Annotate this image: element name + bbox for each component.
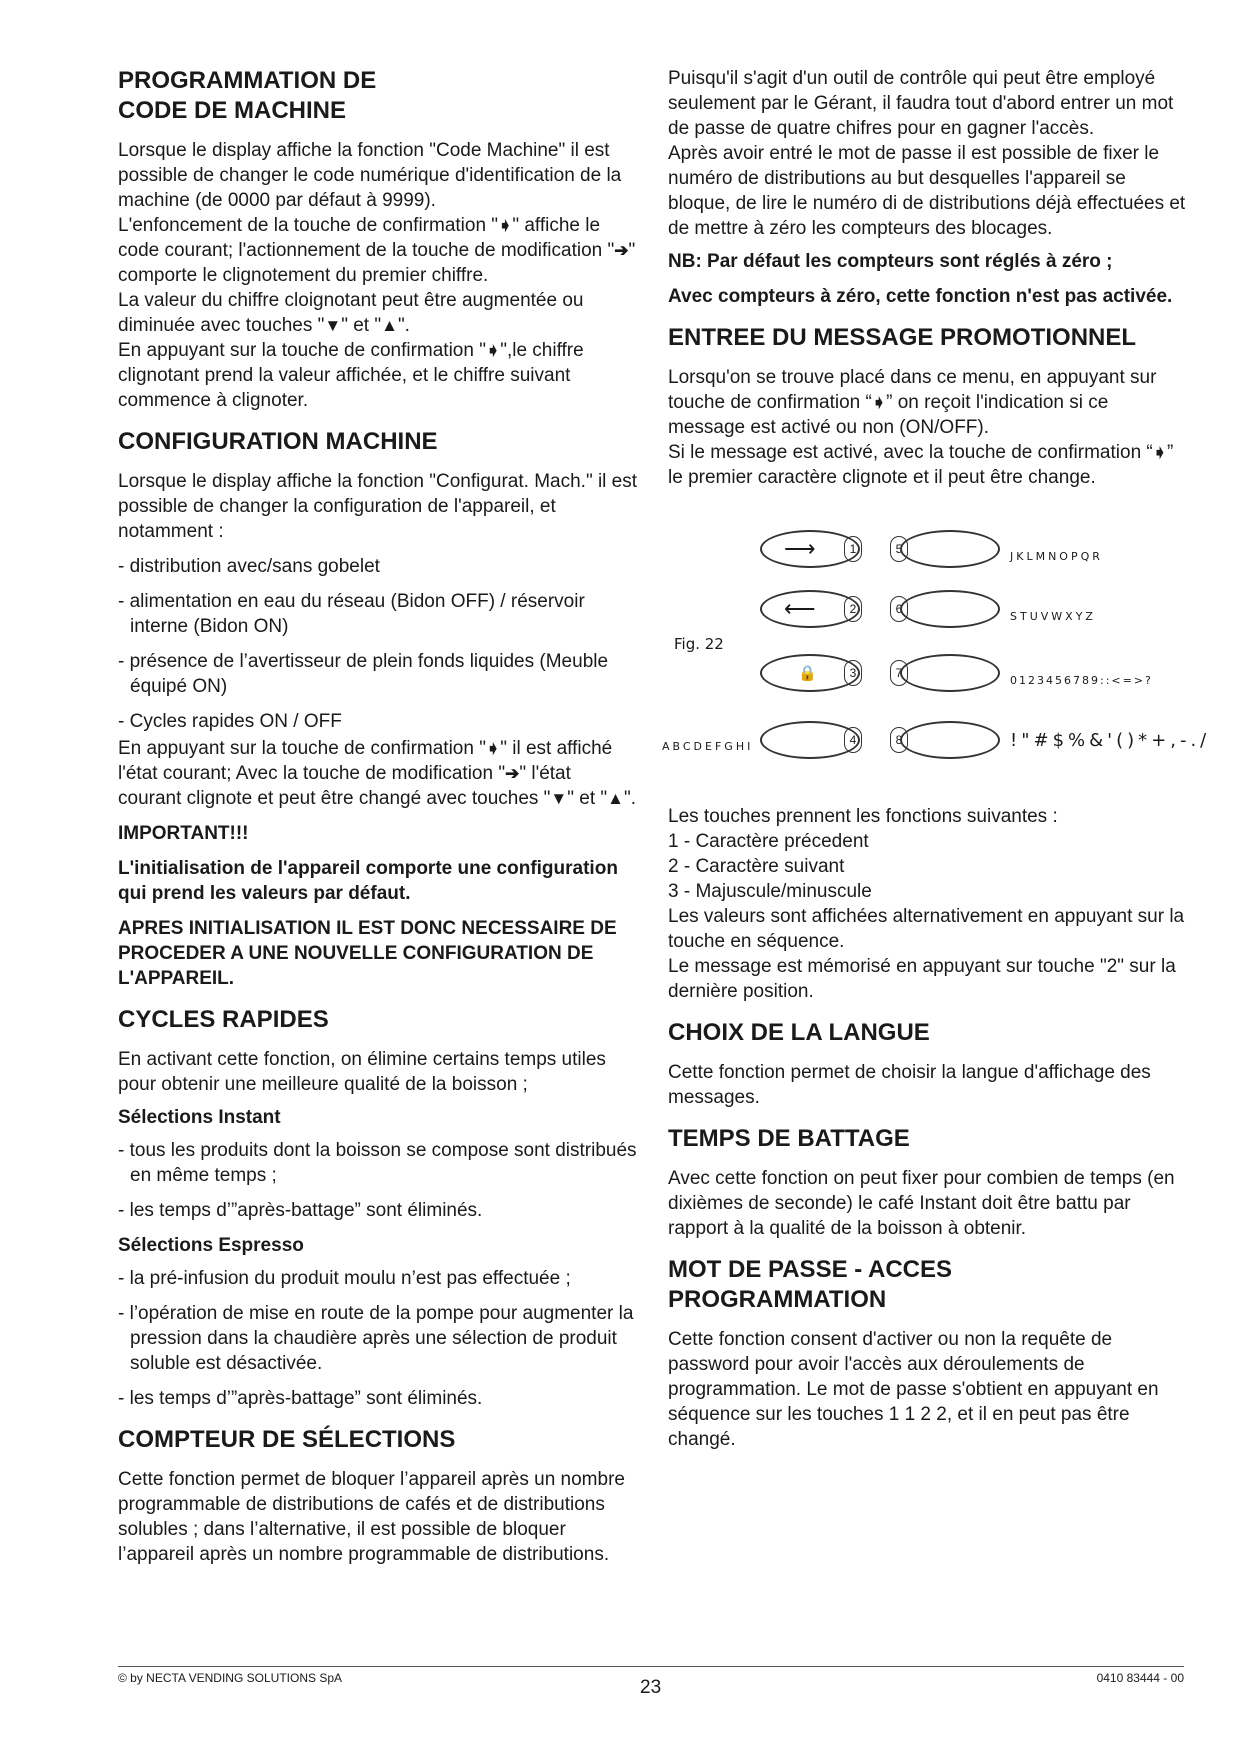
confirm-icon: ➧ xyxy=(871,393,887,412)
section-title: ENTREE DU MESSAGE PROMOTIONNEL xyxy=(668,324,1137,351)
bold-note: APRES INITIALISATION IL EST DONC NECESSAIRE DE PROCEDER A UNE NOUVELLE CONFIGURATION DE L'APPAREIL. xyxy=(118,918,617,989)
paragraph: Le message est mémorisé en appuyant sur touche "2" sur la dernière position. xyxy=(668,956,1176,1002)
key-5 xyxy=(900,530,1000,568)
confirm-icon: ➧ xyxy=(1152,443,1167,462)
section-compteur-selections xyxy=(118,1425,638,1567)
paragraph: L'enfoncement de la touche de confirmation "➧" affiche le code courant; l'actionnement de la touche de modification "➔" comporte le clignotement du premier chiffre. xyxy=(118,215,636,286)
modify-icon: ➔ xyxy=(614,241,629,260)
up-icon: ▲ xyxy=(607,789,624,808)
key-7-chars: 0123456789::<=>? xyxy=(1010,674,1153,687)
paragraph: En appuyant sur la touche de confirmation "➧",le chiffre clignotant prend la valeur affichée, et le chiffre suivant commence à clignoter. xyxy=(118,340,584,411)
key-8 xyxy=(900,721,1000,759)
section-compteur-continued xyxy=(668,66,1188,309)
paragraph: Lorsque le display affiche la fonction "Code Machine" il est possible de changer le code numérique d'identification de la machine (de 0000 par défaut à 9999). xyxy=(118,140,622,211)
paragraph: En appuyant sur la touche de confirmation "➧" il est affiché l'état courant; Avec la touche de modification "➔" l'état courant clignote et peut être changé avec touches "▼" et "▲". xyxy=(118,738,637,809)
section-title: CYCLES RAPIDES xyxy=(118,1006,329,1033)
copyright: © by NECTA VENDING SOLUTIONS SpA xyxy=(118,1671,343,1685)
paragraph: Avec cette fonction on peut fixer pour combien de temps (en dixièmes de seconde) le café Instant doit être battu par rapport à la qualité de la boisson à obtenir. xyxy=(668,1168,1175,1239)
right-column xyxy=(662,66,1211,1466)
important-label: IMPORTANT!!! xyxy=(118,823,249,844)
down-icon: ▼ xyxy=(550,789,568,808)
left-arrow-icon: ⟵ xyxy=(784,596,816,621)
page-number: 23 xyxy=(640,1677,662,1698)
key-number: 4 xyxy=(844,727,862,753)
section-title: PROGRAMMATION DE CODE DE MACHINE xyxy=(118,67,377,124)
section-title: MOT DE PASSE - ACCES PROGRAMMATION xyxy=(668,1256,953,1313)
list-item: - les temps d’”après-battage” sont éliminés. xyxy=(118,1388,483,1409)
keypad-figure xyxy=(662,496,1211,796)
key-number: 8 xyxy=(890,727,908,753)
key-number: 5 xyxy=(890,536,908,562)
paragraph: Les touches prennent les fonctions suivantes : xyxy=(668,806,1058,827)
section-mot-de-passe xyxy=(668,1255,1188,1452)
key-4-chars: ABCDEFGHI xyxy=(662,740,754,753)
list-item: 3 - Majuscule/minuscule xyxy=(668,881,872,902)
bold-note: Avec compteurs à zéro, cette fonction n'est pas activée. xyxy=(668,286,1173,307)
lock-icon: 🔒 xyxy=(798,665,817,682)
section-title: CONFIGURATION MACHINE xyxy=(118,428,438,455)
paragraph: Lorsque le display affiche la fonction "Configurat. Mach." il est possible de changer la configuration de l'appareil, et notamment : xyxy=(118,471,638,542)
section-configuration-machine xyxy=(118,427,638,991)
paragraph: Cette fonction permet de choisir la langue d'affichage des messages. xyxy=(668,1062,1151,1108)
section-cycles-rapides xyxy=(118,1005,638,1411)
list-item: - la pré-infusion du produit moulu n’est pas effectuée ; xyxy=(118,1268,571,1289)
section-title: CHOIX DE LA LANGUE xyxy=(668,1019,930,1046)
down-icon: ▼ xyxy=(324,316,342,335)
key-8-chars: !"#$%&'()*+,-./ xyxy=(1010,730,1211,751)
paragraph: Après avoir entré le mot de passe il est possible de fixer le numéro de distributions au but desquelles l'appareil se bloque, de lire le numéro di de distributions déjà effectuées et de mettre à zéro les compteurs des blocages. xyxy=(668,143,1186,239)
paragraph: Lorsqu'on se trouve placé dans ce menu, en appuyant sur touche de confirmation “➧” on reçoit l'indication si ce message est activé ou non (ON/OFF). xyxy=(668,367,1157,438)
key-number: 1 xyxy=(844,536,862,562)
confirm-icon: ➧ xyxy=(485,739,501,758)
figure-label: Fig. 22 xyxy=(674,635,724,653)
list-item: 1 - Caractère précedent xyxy=(668,831,869,852)
list-item: - présence de l’avertisseur de plein fonds liquides (Meuble équipé ON) xyxy=(118,651,609,697)
paragraph: Cette fonction permet de bloquer l’appareil après un nombre programmable de distributions de cafés et de distributions solubles ; dans l’alternative, il est possible de bloquer l’appareil après un nombre programmable de distributions. xyxy=(118,1469,625,1565)
left-column xyxy=(118,66,638,1581)
paragraph: Puisqu'il s'agit d'un outil de contrôle qui peut être employé seulement par le Gérant, il faudra tout d'abord entrer un mot de passe de quatre chifres pour en gagner l'accès. xyxy=(668,68,1174,139)
section-choix-langue xyxy=(668,1018,1188,1110)
bold-note: NB: Par défaut les compteurs sont réglés à zéro ; xyxy=(668,251,1113,272)
section-title: COMPTEUR DE SÉLECTIONS xyxy=(118,1426,456,1453)
modify-icon: ➔ xyxy=(505,764,520,783)
list-item: - distribution avec/sans gobelet xyxy=(118,556,380,577)
page-footer xyxy=(118,1666,1184,1698)
section-temps-battage xyxy=(668,1124,1188,1241)
list-item: - Cycles rapides ON / OFF xyxy=(118,711,342,732)
confirm-icon: ➧ xyxy=(498,216,513,235)
list-item: - tous les produits dont la boisson se compose sont distribués en même temps ; xyxy=(118,1140,637,1186)
paragraph: En activant cette fonction, on élimine certains temps utiles pour obtenir une meilleure qualité de la boisson ; xyxy=(118,1049,606,1095)
key-7 xyxy=(900,654,1000,692)
right-arrow-icon: ⟶ xyxy=(784,536,816,561)
section-message-promotionnel xyxy=(662,323,1211,1004)
key-6-chars: STUVWXYZ xyxy=(1010,610,1096,623)
subheading: Sélections Instant xyxy=(118,1107,281,1128)
section-title: TEMPS DE BATTAGE xyxy=(668,1125,910,1152)
paragraph: Si le message est activé, avec la touche de confirmation “➧” le premier caractère clignote et il peut être change. xyxy=(668,442,1174,488)
key-number: 2 xyxy=(844,596,862,622)
list-item: - alimentation en eau du réseau (Bidon OFF) / réservoir interne (Bidon ON) xyxy=(118,591,585,637)
list-item: - les temps d’”après-battage” sont éliminés. xyxy=(118,1200,483,1221)
document-code: 0410 83444 - 00 xyxy=(1096,1671,1184,1685)
list-item: - l’opération de mise en route de la pompe pour augmenter la pression dans la chaudière après une sélection de produit soluble est désactivée. xyxy=(118,1303,634,1374)
key-number: 6 xyxy=(890,596,908,622)
key-number: 3 xyxy=(844,660,862,686)
confirm-icon: ➧ xyxy=(485,341,501,360)
up-icon: ▲ xyxy=(381,316,398,335)
section-code-machine xyxy=(118,66,638,413)
list-item: 2 - Caractère suivant xyxy=(668,856,845,877)
bold-note: L'initialisation de l'appareil comporte une configuration qui prend les valeurs par défaut. xyxy=(118,858,618,904)
key-6 xyxy=(900,590,1000,628)
paragraph: Cette fonction consent d'activer ou non la requête de password pour avoir l'accès aux déroulements de programmation. Le mot de passe s'obtient en appuyant en séquence sur les touches 1 1 2 2, et il en peut pas être changé. xyxy=(668,1329,1159,1450)
paragraph: La valeur du chiffre cloignotant peut être augmentée ou diminuée avec touches "▼" et "▲". xyxy=(118,290,584,336)
subheading: Sélections Espresso xyxy=(118,1235,304,1256)
key-number: 7 xyxy=(890,660,908,686)
paragraph: Les valeurs sont affichées alternativement en appuyant sur la touche en séquence. xyxy=(668,906,1185,952)
key-5-chars: JKLMNOPQR xyxy=(1010,550,1103,563)
